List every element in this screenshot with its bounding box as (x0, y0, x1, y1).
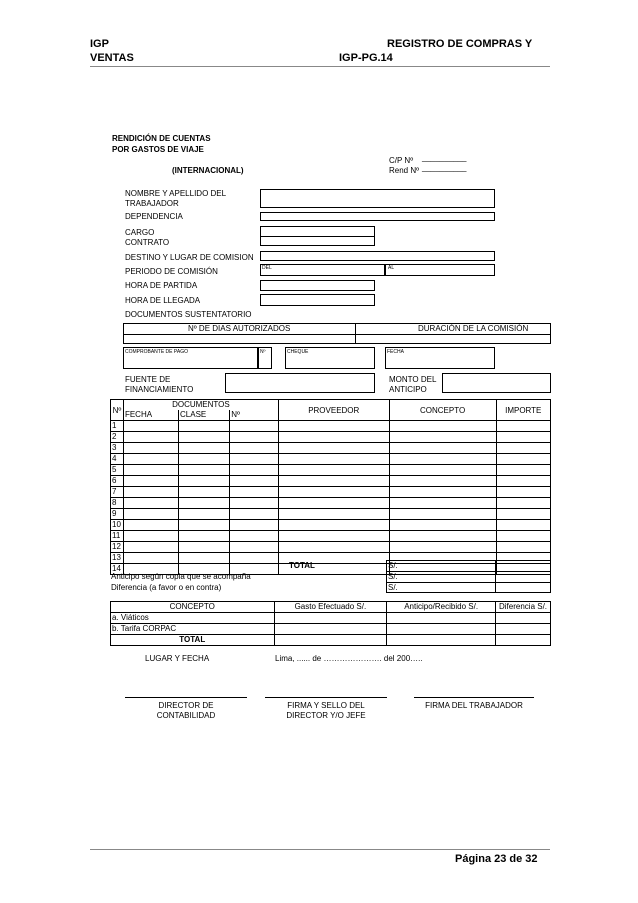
periodo-del-field[interactable] (260, 264, 385, 276)
summary-cell[interactable] (496, 635, 551, 646)
table-cell[interactable] (179, 531, 230, 542)
signature-1-line2: CONTABILIDAD (156, 711, 216, 720)
table-cell[interactable] (278, 542, 389, 553)
table-cell[interactable] (389, 520, 496, 531)
table-cell[interactable] (496, 443, 550, 454)
dias-duracion-sep (355, 323, 356, 344)
table-row (111, 542, 551, 553)
summary-row-a: a. Viáticos (111, 613, 275, 624)
fecha-header: FECHA (123, 410, 178, 421)
table-cell[interactable] (179, 520, 230, 531)
table-cell[interactable] (389, 432, 496, 443)
table-cell[interactable] (230, 520, 279, 531)
table-cell[interactable] (123, 509, 178, 520)
diferencia-currency: S/. (388, 583, 398, 592)
duracion-comision-label: DURACIÓN DE LA COMISIÓN (418, 324, 529, 333)
table-cell[interactable] (496, 476, 550, 487)
nombre-label-2: TRABAJADOR (125, 199, 179, 208)
table-row (111, 531, 551, 542)
table-cell[interactable] (179, 509, 230, 520)
signature-line-2 (265, 697, 387, 698)
table-row (111, 487, 551, 498)
table-cell[interactable] (496, 542, 550, 553)
table-cell[interactable] (123, 520, 178, 531)
table-cell[interactable] (179, 465, 230, 476)
numero-label: Nº (260, 349, 266, 355)
table-cell[interactable] (389, 443, 496, 454)
totals-divider-2 (386, 582, 551, 583)
row-number: 10 (111, 520, 124, 531)
totals-box[interactable] (386, 560, 551, 593)
table-cell[interactable] (389, 509, 496, 520)
table-cell[interactable] (389, 487, 496, 498)
row-number: 5 (111, 465, 124, 476)
table-cell[interactable] (278, 498, 389, 509)
summary-anticipo-header: Anticipo/Recibido S/. (387, 602, 496, 613)
row-number: 2 (111, 432, 124, 443)
total-currency: S/. (388, 561, 398, 570)
summary-cell[interactable] (387, 624, 496, 635)
summary-cell[interactable] (496, 624, 551, 635)
table-row (111, 443, 551, 454)
diferencia-label: Diferencia (a favor o en contra) (111, 583, 222, 592)
table-cell[interactable] (278, 509, 389, 520)
table-cell[interactable] (278, 487, 389, 498)
summary-cell[interactable] (387, 613, 496, 624)
summary-cell[interactable] (387, 635, 496, 646)
table-cell[interactable] (123, 465, 178, 476)
page-number: Página 23 de 32 (455, 853, 538, 865)
header-doc-code: IGP-PG.14 (339, 52, 393, 64)
table-cell[interactable] (496, 509, 550, 520)
table-cell[interactable] (389, 476, 496, 487)
signature-line-3 (414, 697, 534, 698)
lima-date-line: Lima, ...... de …………………. del 200….. (275, 654, 423, 663)
signature-3-line1: FIRMA DEL TRABAJADOR (425, 701, 523, 710)
anticipo-label: Anticipo según copia que se acompaña (111, 572, 251, 581)
form-subtitle: (INTERNACIONAL) (172, 166, 244, 175)
proveedor-header: PROVEEDOR (278, 400, 389, 421)
monto-field[interactable] (442, 373, 551, 393)
row-number: 6 (111, 476, 124, 487)
col-no-header: Nº (111, 400, 124, 421)
cargo-label: CARGO (125, 228, 155, 237)
summary-cell[interactable] (496, 613, 551, 624)
cp-value: __________ (422, 153, 467, 162)
row-number: 11 (111, 531, 124, 542)
table-cell[interactable] (123, 454, 178, 465)
table-cell[interactable] (278, 531, 389, 542)
table-cell[interactable] (496, 487, 550, 498)
signature-1-line1: DIRECTOR DE (158, 701, 214, 710)
form-title-line2: POR GASTOS DE VIAJE (112, 145, 204, 154)
summary-cell[interactable] (274, 624, 387, 635)
concepto-header: CONCEPTO (389, 400, 496, 421)
clase-header: CLASE (179, 410, 230, 421)
row-number: 9 (111, 509, 124, 520)
hora-llegada-field[interactable] (260, 294, 375, 306)
table-cell[interactable] (179, 553, 230, 564)
table-cell[interactable] (496, 454, 550, 465)
table-cell[interactable] (123, 542, 178, 553)
table-cell[interactable] (230, 465, 279, 476)
cargo-contrato-divider (260, 236, 375, 237)
table-cell[interactable] (230, 432, 279, 443)
fecha-label: FECHA (387, 349, 404, 355)
table-cell[interactable] (123, 432, 178, 443)
table-cell[interactable] (179, 487, 230, 498)
table-cell[interactable] (496, 520, 550, 531)
header-rule (90, 66, 550, 67)
table-cell[interactable] (389, 542, 496, 553)
table-row (111, 509, 551, 520)
table-cell[interactable] (230, 531, 279, 542)
table-cell[interactable] (496, 421, 550, 432)
table-cell[interactable] (496, 498, 550, 509)
table-cell[interactable] (278, 520, 389, 531)
row-number: 3 (111, 443, 124, 454)
table-cell[interactable] (230, 487, 279, 498)
table-cell[interactable] (496, 531, 550, 542)
table-cell[interactable] (179, 476, 230, 487)
table-cell[interactable] (230, 476, 279, 487)
row-number: 12 (111, 542, 124, 553)
table-cell[interactable] (179, 443, 230, 454)
summary-gasto-header: Gasto Efectuado S/. (274, 602, 387, 613)
table-cell[interactable] (389, 498, 496, 509)
documentos-header: DOCUMENTOS (123, 400, 278, 411)
table-cell[interactable] (123, 498, 178, 509)
table-cell[interactable] (278, 454, 389, 465)
monto-label-1: MONTO DEL (389, 375, 437, 384)
signature-line-1 (125, 697, 247, 698)
table-cell[interactable] (230, 454, 279, 465)
total-label: TOTAL (289, 561, 315, 570)
fuente-label-2: FINANCIAMIENTO (125, 385, 194, 394)
documentos-sustentatorio-label: DOCUMENTOS SUSTENTATORIO (125, 310, 252, 319)
table-cell[interactable] (230, 498, 279, 509)
row-number: 4 (111, 454, 124, 465)
table-row (111, 421, 551, 432)
table-cell[interactable] (123, 531, 178, 542)
monto-label-2: ANTICIPO (389, 385, 427, 394)
table-cell[interactable] (389, 465, 496, 476)
periodo-al-field[interactable] (385, 264, 495, 276)
table-cell[interactable] (230, 553, 279, 564)
table-cell[interactable] (179, 542, 230, 553)
comprobante-label: COMPROBANTE DE PAGO (125, 349, 188, 355)
summary-cell[interactable] (274, 613, 387, 624)
table-cell[interactable] (123, 443, 178, 454)
row-number: 13 (111, 553, 124, 564)
summary-diferencia-header: Diferencia S/. (496, 602, 551, 613)
table-row (111, 465, 551, 476)
table-row (111, 520, 551, 531)
dias-duracion-divider (123, 334, 551, 335)
dias-autorizados-label: Nº DE DIAS AUTORIZADOS (188, 324, 291, 333)
anticipo-currency: S/. (388, 572, 398, 581)
table-cell[interactable] (230, 443, 279, 454)
lugar-fecha-label: LUGAR Y FECHA (145, 654, 210, 663)
table-cell[interactable] (179, 432, 230, 443)
totals-divider-1 (386, 571, 551, 572)
table-cell[interactable] (123, 553, 178, 564)
summary-table (110, 601, 551, 646)
table-cell[interactable] (179, 498, 230, 509)
rend-value: __________ (422, 163, 467, 172)
hora-partida-label: HORA DE PARTIDA (125, 281, 198, 290)
summary-total: TOTAL (111, 635, 275, 646)
table-cell[interactable] (123, 476, 178, 487)
table-cell[interactable] (278, 476, 389, 487)
num-header: Nº (230, 410, 279, 421)
signature-2-line1: FIRMA Y SELLO DEL (287, 701, 365, 710)
cp-label: C/P Nº (389, 156, 414, 165)
table-cell[interactable] (278, 443, 389, 454)
table-cell[interactable] (278, 421, 389, 432)
table-cell[interactable] (278, 465, 389, 476)
totals-sep (495, 560, 496, 593)
summary-concepto-header: CONCEPTO (111, 602, 275, 613)
header-left-line2: VENTAS (90, 52, 134, 64)
signature-2-line2: DIRECTOR Y/O JEFE (286, 711, 366, 720)
summary-row-b: b. Tarifa CORPAC (111, 624, 275, 635)
form-title-line1: RENDICIÓN DE CUENTAS (112, 134, 211, 143)
table-cell[interactable] (230, 421, 279, 432)
contrato-label: CONTRATO (125, 238, 170, 247)
destino-field[interactable] (260, 251, 495, 261)
table-cell[interactable] (179, 454, 230, 465)
periodo-label: PERIODO DE COMISIÓN (125, 267, 218, 276)
row-number: 8 (111, 498, 124, 509)
expenses-table (110, 399, 551, 575)
table-cell[interactable] (230, 509, 279, 520)
fuente-field[interactable] (225, 373, 375, 393)
row-number: 1 (111, 421, 124, 432)
header-title: REGISTRO DE COMPRAS Y (387, 38, 533, 50)
rend-label: Rend Nº (389, 166, 420, 175)
table-row (111, 476, 551, 487)
table-cell[interactable] (278, 432, 389, 443)
dependencia-label: DEPENDENCIA (125, 212, 183, 221)
table-cell[interactable] (123, 487, 178, 498)
destino-label: DESTINO Y LUGAR DE COMISION (125, 253, 254, 262)
importe-header: IMPORTE (496, 400, 550, 421)
table-cell[interactable] (496, 432, 550, 443)
summary-cell[interactable] (274, 635, 387, 646)
hora-partida-field[interactable] (260, 280, 375, 291)
table-cell[interactable] (389, 454, 496, 465)
cheque-label: CHEQUE (287, 349, 309, 355)
table-cell[interactable] (389, 531, 496, 542)
al-label: AL (388, 265, 395, 271)
table-row (111, 454, 551, 465)
table-cell[interactable] (230, 542, 279, 553)
table-cell[interactable] (389, 421, 496, 432)
dependencia-field[interactable] (260, 212, 495, 221)
nombre-field[interactable] (260, 189, 495, 208)
header-left-line1: IGP (90, 38, 109, 50)
table-row (111, 498, 551, 509)
table-cell[interactable] (496, 465, 550, 476)
table-cell[interactable] (123, 421, 178, 432)
row-number: 14 (111, 564, 124, 575)
table-cell[interactable] (179, 421, 230, 432)
table-row (111, 432, 551, 443)
fuente-label-1: FUENTE DE (125, 375, 171, 384)
row-number: 7 (111, 487, 124, 498)
hora-llegada-label: HORA DE LLEGADA (125, 296, 201, 305)
footer-rule (90, 849, 550, 850)
del-label: DEL (262, 265, 272, 271)
nombre-label-1: NOMBRE Y APELLIDO DEL (125, 189, 227, 198)
